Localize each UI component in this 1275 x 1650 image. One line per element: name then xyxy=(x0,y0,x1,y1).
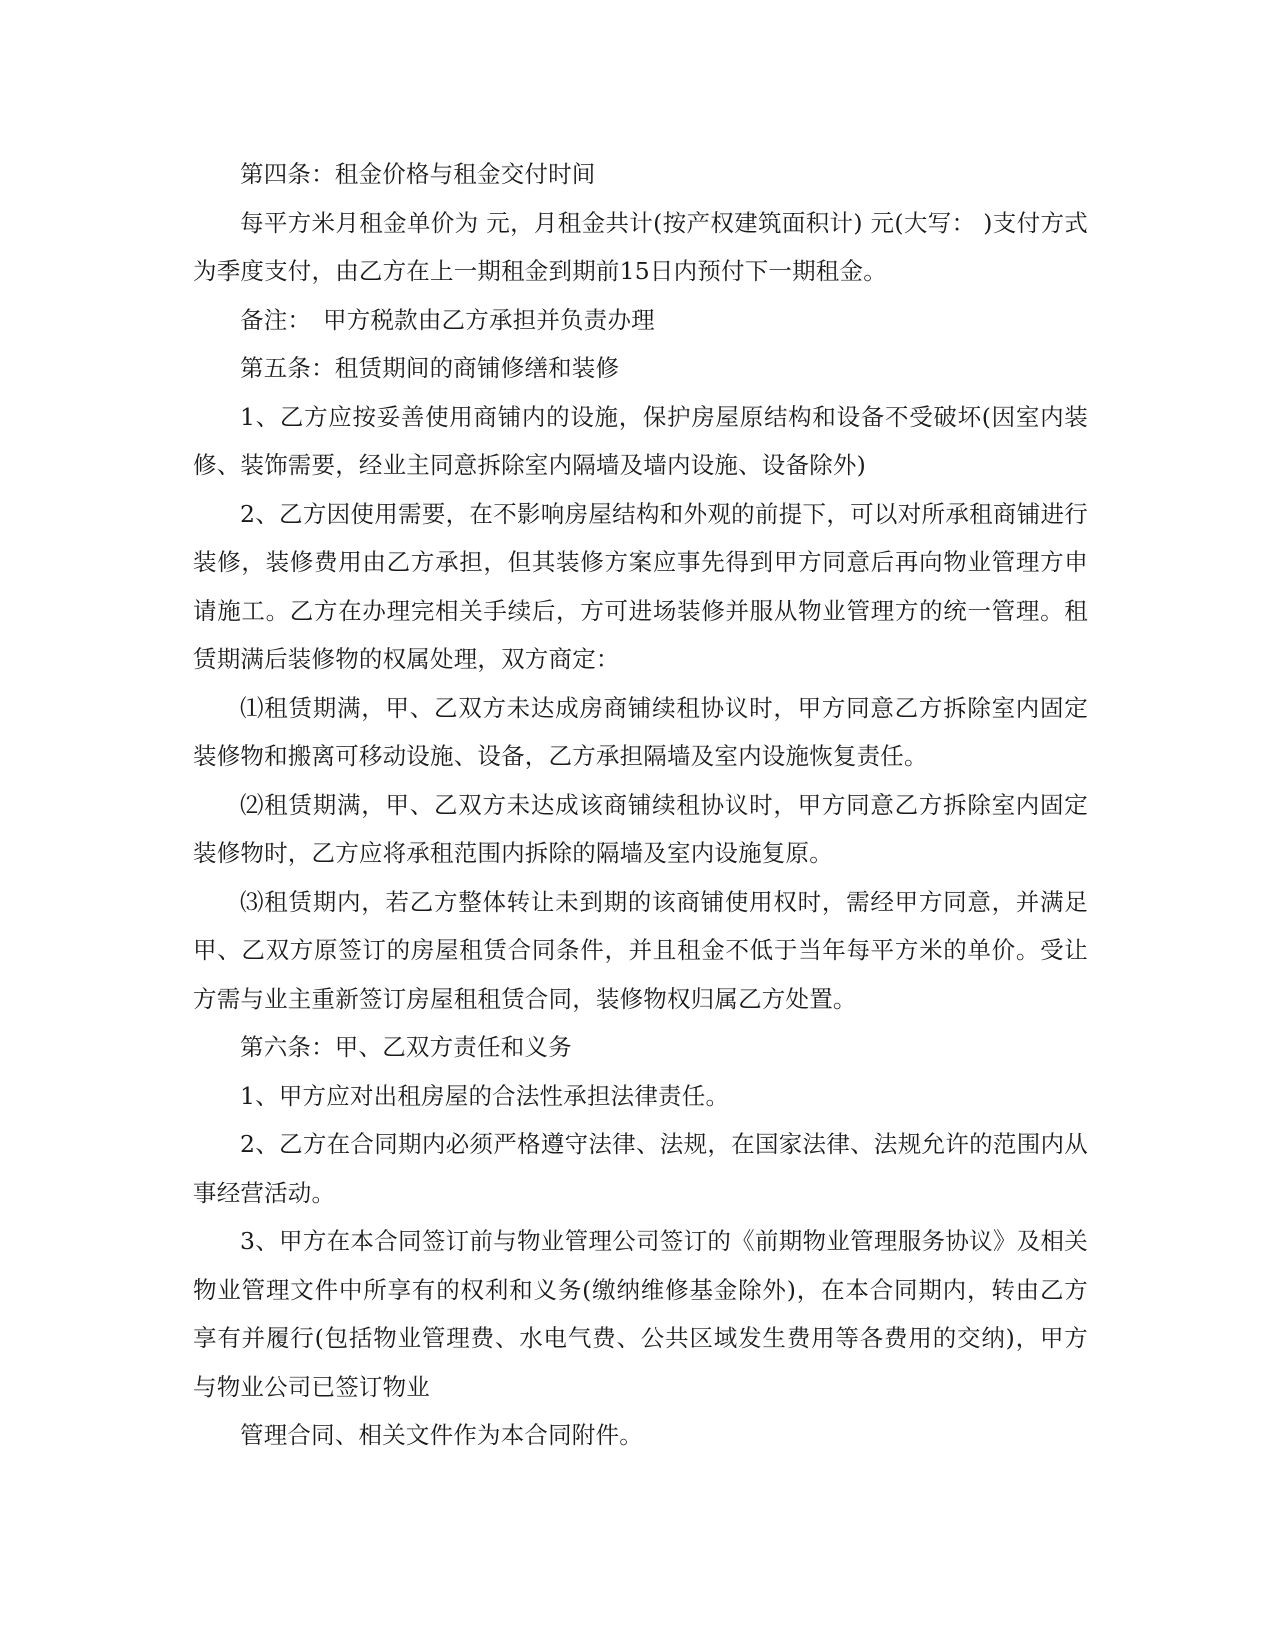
paragraph-6-3: 3、甲方在本合同签订前与物业管理公司签订的《前期物业管理服务协议》及相关物业管理文件中所享有的权利和义务(缴纳维修基金除外)，在本合同期内，转由乙方享有并履行(包括物业管理费、水电气费、公共区域发生费用等各费用的交纳)，甲方与物业公司已签订物业 xyxy=(193,1227,1088,1401)
paragraph-tax-note: 备注： 甲方税款由乙方承担并负责办理 xyxy=(240,305,655,334)
paragraph-5-2-item-3: ⑶租赁期内，若乙方整体转让未到期的该商铺使用权时，需经甲方同意，并满足甲、乙双方原签订的房屋租赁合同条件，并且租金不低于当年每平方米的单价。受让方需与业主重新签订房屋租租赁合同，装修物权归属乙方处置。 xyxy=(193,887,1088,1013)
paragraph-6-2: 2、乙方在合同期内必须严格遵守法律、法规，在国家法律、法规允许的范围内从事经营活动。 xyxy=(193,1130,1088,1207)
section-6-heading: 第六条：甲、乙双方责任和义务 xyxy=(240,1033,572,1061)
document-body xyxy=(193,150,1088,1460)
paragraph-5-1: 1、乙方应按妥善使用商铺内的设施，保护房屋原结构和设备不受破坏(因室内装修、装饰需要，经业主同意拆除室内隔墙及墙内设施、设备除外) xyxy=(193,402,1088,479)
section-5-heading: 第五条：租赁期间的商铺修缮和装修 xyxy=(240,354,620,382)
paragraph-5-2: 2、乙方因使用需要，在不影响房屋结构和外观的前提下，可以对所承租商铺进行装修，装修费用由乙方承担，但其装修方案应事先得到甲方同意后再向物业管理方申请施工。乙方在办理完相关手续后，方可进场装修并服从物业管理方的统一管理。租赁期满后装修物的权属处理，双方商定： xyxy=(193,499,1088,673)
paragraph-5-2-item-1: ⑴租赁期满，甲、乙双方未达成房商铺续租协议时，甲方同意乙方拆除室内固定装修物和搬离可移动设施、设备，乙方承担隔墙及室内设施恢复责任。 xyxy=(193,693,1088,770)
paragraph-5-2-item-2: ⑵租赁期满，甲、乙双方未达成该商铺续租协议时，甲方同意乙方拆除室内固定装修物时，乙方应将承租范围内拆除的隔墙及室内设施复原。 xyxy=(193,790,1088,867)
paragraph-6-1: 1、甲方应对出租房屋的合法性承担法律责任。 xyxy=(240,1081,730,1110)
paragraph-6-3-continued: 管理合同、相关文件作为本合同附件。 xyxy=(240,1421,643,1449)
paragraph-rent-price: 每平方米月租金单价为 元，月租金共计(按产权建筑面积计) 元(大写： )支付方式为季度支付，由乙方在上一期租金到期前15日内预付下一期租金。 xyxy=(193,208,1088,285)
section-4-heading: 第四条：租金价格与租金交付时间 xyxy=(240,160,596,188)
